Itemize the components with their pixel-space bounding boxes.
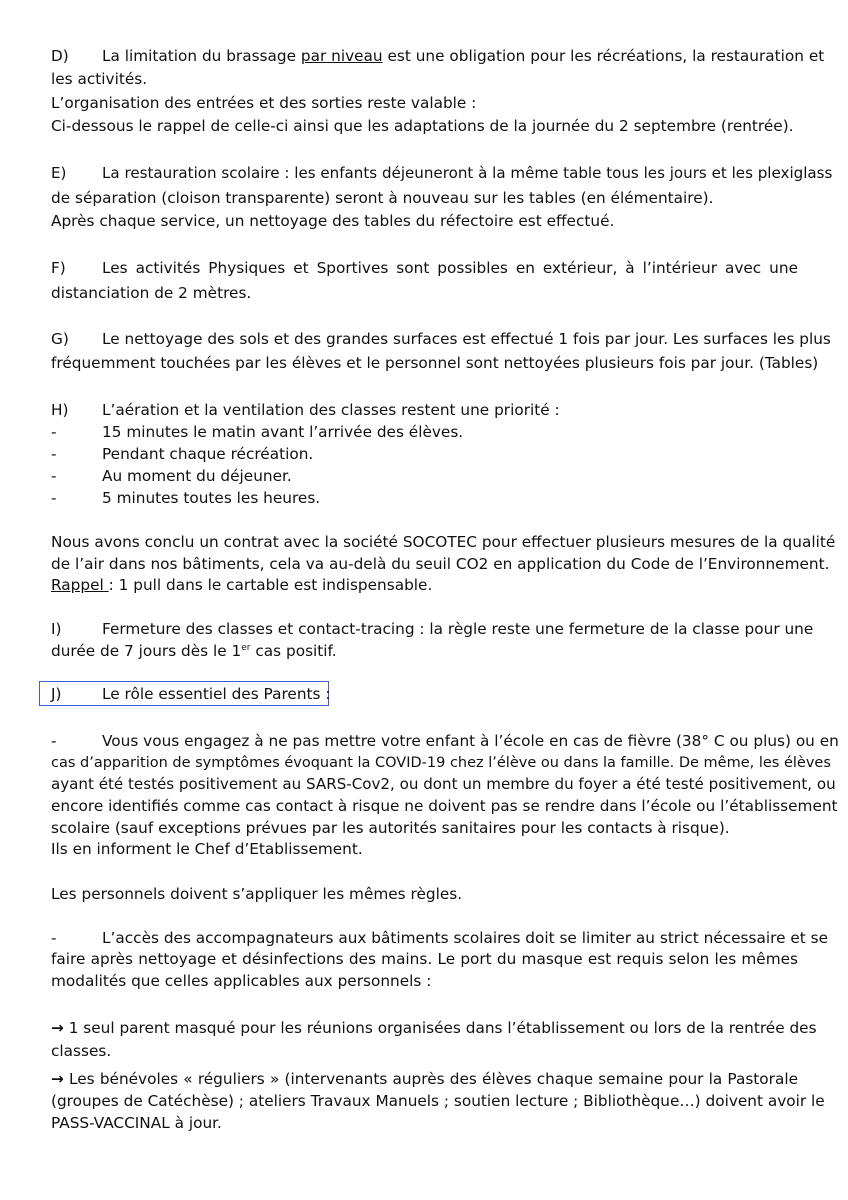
arrow-item-2-line-1: [51, 1068, 798, 1090]
section-f-text: Les activités Physiques et Sportives sont possibles en extérieur, à l’intérieur avec une: [102, 259, 798, 277]
arrow-item-2-text: Les bénévoles « réguliers » (intervenants auprès des élèves chaque semaine pour la Pastorale: [63, 1070, 798, 1088]
section-f-line-1: [51, 257, 798, 279]
list-item-text: Au moment du déjeuner.: [102, 467, 292, 485]
section-e-text: La restauration scolaire : les enfants déjeuneront à la même table tous les jours et les plexiglass: [102, 164, 833, 182]
section-f-label: F): [51, 259, 66, 277]
section-e-line-3: Après chaque service, un nettoyage des tables du réfectoire est effectué.: [51, 212, 615, 230]
section-h-label: H): [51, 401, 69, 419]
section-d-text-end: est une obligation pour les récréations, la restauration et: [382, 47, 825, 65]
section-g-line-1: [51, 328, 831, 350]
section-d-line-1: [51, 45, 825, 67]
section-d-line-4: Ci-dessous le rappel de celle-ci ainsi que les adaptations de la journée du 2 septembre (rentrée).: [51, 117, 794, 135]
section-h-title-text: L’aération et la ventilation des classes restent une priorité :: [102, 401, 560, 419]
parents-line-1: [51, 730, 839, 752]
section-d-label: D): [51, 47, 69, 65]
bullet-dash: -: [51, 732, 57, 750]
parents-line-3: ayant été testés positivement au SARS-Cov2, ou dont un membre du foyer a été testé positivement, ou: [51, 775, 836, 793]
socotec-line-2: de l’air dans nos bâtiments, cela va au-delà du seuil CO2 en application du Code de l’Environnement.: [51, 555, 830, 573]
section-i-text: Fermeture des classes et contact-tracing : la règle reste une fermeture de la classe pour une: [102, 620, 814, 638]
parents-line-2: cas d’apparition de symptômes évoquant la COVID-19 chez l’élève ou dans la famille. De même, les élèves: [51, 755, 831, 771]
list-item-text: 15 minutes le matin avant l’arrivée des élèves.: [102, 423, 464, 441]
section-i-text-2: durée de 7 jours dès le 1: [51, 642, 242, 660]
bullet-dash: -: [51, 929, 57, 947]
arrow-item-2-line-3: PASS-VACCINAL à jour.: [51, 1114, 222, 1132]
section-d-line-3: L’organisation des entrées et des sorties reste valable :: [51, 94, 477, 112]
arrow-item-2-line-2: (groupes de Catéchèse) ; ateliers Travaux Manuels ; soutien lecture ; Bibliothèque…) doivent avoir le: [51, 1092, 825, 1110]
arrow-item-1-text: 1 seul parent masqué pour les réunions organisées dans l’établissement ou lors de la rentrée des: [63, 1019, 817, 1037]
list-item: [51, 487, 320, 509]
list-item: [51, 465, 292, 487]
parents-line-5: scolaire (sauf exceptions prévues par les autorités sanitaires pour les contacts à risque).: [51, 819, 730, 837]
section-f-line-2: distanciation de 2 mètres.: [51, 284, 252, 302]
section-h-title: [51, 399, 560, 421]
acces-line-2: faire après nettoyage et désinfections des mains. Le port du masque est requis selon les mêmes: [51, 950, 798, 968]
section-i-line-2: [51, 640, 337, 662]
socotec-line-1: Nous avons conclu un contrat avec la société SOCOTEC pour effectuer plusieurs mesures de la qualité: [51, 533, 836, 551]
rappel-line: [51, 574, 432, 596]
list-item: [51, 443, 313, 465]
bullet-dash: -: [51, 423, 57, 441]
section-i-label: I): [51, 620, 62, 638]
section-g-text: Le nettoyage des sols et des grandes surfaces est effectué 1 fois par jour. Les surfaces les plus: [102, 330, 831, 348]
section-g-line-2: fréquemment touchées par les élèves et le personnel sont nettoyées plusieurs fois par jour. (Tables): [51, 354, 819, 372]
section-d-underlined: par niveau: [300, 47, 383, 65]
section-i-line-1: [51, 618, 814, 640]
arrow-right-icon: →: [51, 1070, 64, 1088]
parents-line-4: encore identifiés comme cas contact à risque ne doivent pas se rendre dans l’école ou l’établissement: [51, 797, 838, 815]
rappel-label: Rappel: [51, 576, 109, 594]
arrow-right-icon: →: [51, 1019, 64, 1037]
bullet-dash: -: [51, 467, 57, 485]
arrow-item-1-line-1: [51, 1017, 817, 1039]
parents-line-6: Ils en informent le Chef d’Etablissement.: [51, 840, 363, 858]
section-d-text: La limitation du brassage: [102, 47, 301, 65]
acces-line-1: [51, 927, 828, 949]
acces-text: L’accès des accompagnateurs aux bâtiments scolaires doit se limiter au strict nécessaire et se: [102, 929, 828, 947]
bullet-dash: -: [51, 445, 57, 463]
rappel-text: : 1 pull dans le cartable est indispensable.: [108, 576, 433, 594]
list-item-text: 5 minutes toutes les heures.: [102, 489, 321, 507]
section-j-label: J): [51, 685, 62, 703]
list-item: [51, 421, 463, 443]
arrow-item-1-line-2: classes.: [51, 1042, 112, 1060]
section-d-line-2: les activités.: [51, 70, 148, 88]
section-i-text-3: cas positif.: [250, 642, 337, 660]
superscript: er: [241, 643, 251, 653]
list-item-text: Pendant chaque récréation.: [102, 445, 314, 463]
section-e-line-1: [51, 162, 833, 184]
acces-line-3: modalités que celles applicables aux personnels :: [51, 972, 432, 990]
bullet-dash: -: [51, 489, 57, 507]
section-j-title-text: Le rôle essentiel des Parents :: [102, 685, 331, 703]
section-e-line-2: de séparation (cloison transparente) seront à nouveau sur les tables (en élémentaire).: [51, 189, 714, 207]
personnels-line: Les personnels doivent s’appliquer les mêmes règles.: [51, 885, 463, 903]
parents-text: Vous vous engagez à ne pas mettre votre enfant à l’école en cas de fièvre (38° C ou plus) ou en: [102, 732, 839, 750]
section-j-title: [51, 683, 331, 705]
section-e-label: E): [51, 164, 67, 182]
section-g-label: G): [51, 330, 69, 348]
